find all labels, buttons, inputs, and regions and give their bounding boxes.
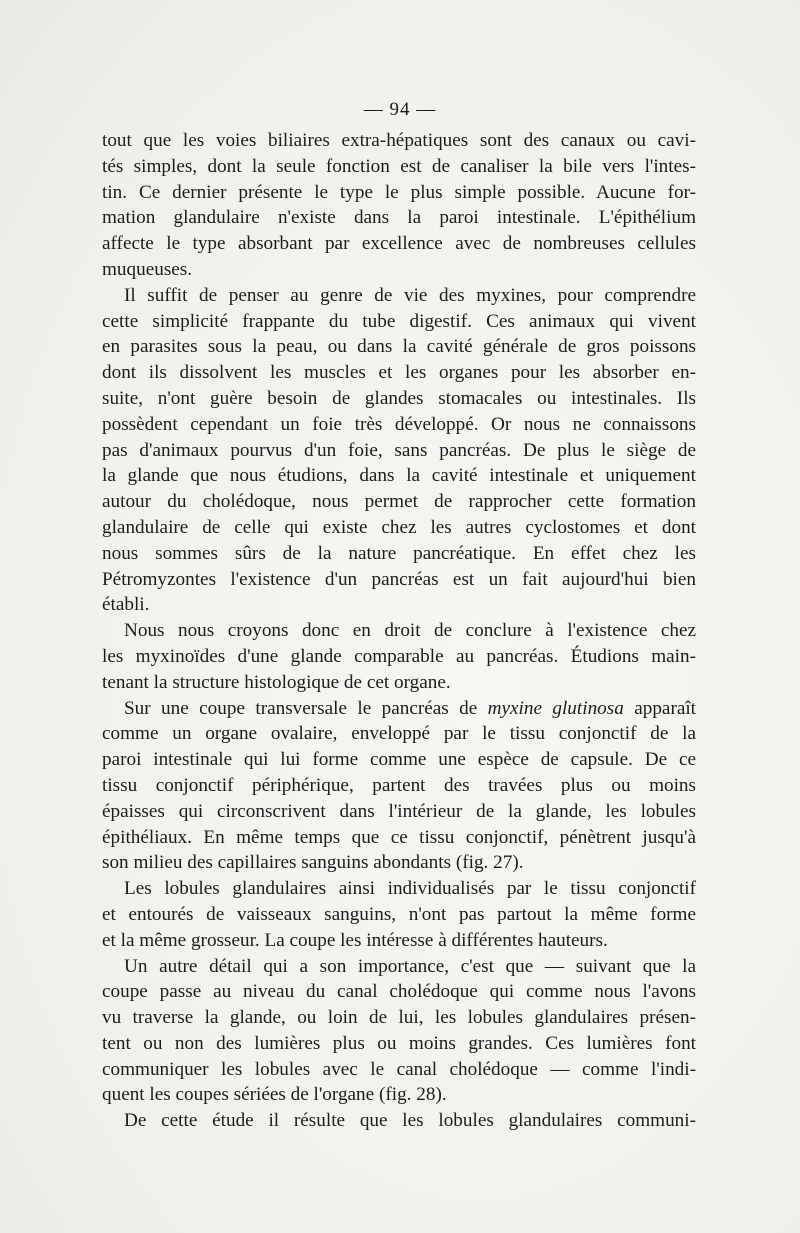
text-line: comme un organe ovalaire, enveloppé par le tissu conjonctif de la — [102, 723, 696, 745]
paragraph-4 — [102, 696, 696, 877]
text-line: suite, n'ont guère besoin de glandes stomacales ou intestinales. Ils — [102, 387, 696, 409]
paragraph-1 — [102, 128, 696, 283]
paragraph-6 — [102, 954, 696, 1109]
text-line: possèdent cependant un foie très développé. Or nous ne connaissons — [102, 413, 696, 435]
text-line: coupe passe au niveau du canal cholédoque qui comme nous l'avons — [102, 981, 696, 1003]
text-line: tin. Ce dernier présente le type le plus simple possible. Aucune for- — [102, 181, 696, 203]
body-text — [102, 128, 696, 1134]
text-line: vu traverse la glande, ou loin de lui, les lobules glandulaires présen- — [102, 1007, 696, 1029]
text-segment: Sur une coupe transversale le pancréas de — [124, 697, 478, 719]
paragraph-5 — [102, 876, 696, 953]
text-line: et entourés de vaisseaux sanguins, n'ont pas partout la même forme — [102, 903, 696, 925]
paragraph-7 — [102, 1108, 696, 1134]
text-line: tout que les voies biliaires extra-hépatiques sont des canaux ou cavi- — [102, 130, 696, 151]
text-line: affecte le type absorbant par excellence avec de nombreuses cellules — [102, 233, 696, 255]
text-line: nous sommes sûrs de la nature pancréatique. En effet chez les — [102, 542, 696, 564]
text-line-with-italic — [102, 696, 696, 722]
species-name: myxine glutinosa — [487, 697, 624, 719]
text-line: Nous nous croyons donc en droit de conclure à l'existence chez — [124, 620, 696, 642]
text-line: cette simplicité frappante du tube digestif. Ces animaux qui vivent — [102, 310, 696, 332]
text-line: et la même grosseur. La coupe les intéresse à différentes hauteurs. — [102, 929, 608, 951]
text-line: tés simples, dont la seule fonction est de canaliser la bile vers l'intes- — [102, 155, 696, 177]
text-line: glandulaire de celle qui existe chez les autres cyclostomes et dont — [102, 516, 696, 538]
text-line: son milieu des capillaires sanguins abondants (fig. 27). — [102, 852, 524, 874]
text-line: la glande que nous étudions, dans la cavité intestinale et uniquement — [102, 465, 696, 487]
text-line: quent les coupes sériées de l'organe (fig. 28). — [102, 1084, 447, 1106]
text-line: épaisses qui circonscrivent dans l'intérieur de la glande, les lobules — [102, 800, 696, 822]
text-line: communiquer les lobules avec le canal cholédoque — comme l'indi- — [102, 1058, 696, 1080]
text-line: les myxinoïdes d'une glande comparable au pancréas. Étudions main- — [102, 645, 696, 667]
text-line: De cette étude il résulte que les lobules glandulaires communi- — [124, 1110, 696, 1132]
text-line: Il suffit de penser au genre de vie des myxines, pour comprendre — [124, 284, 696, 306]
text-line: tissu conjonctif périphérique, partent des travées plus ou moins — [102, 774, 696, 796]
text-line: Un autre détail qui a son importance, c'est que — suivant que la — [124, 955, 696, 977]
text-line: tenant la structure histologique de cet organe. — [102, 671, 451, 693]
text-line: tent ou non des lumières plus ou moins grandes. Ces lumières font — [102, 1032, 696, 1054]
text-line: dont ils dissolvent les muscles et les organes pour les absorber en- — [102, 362, 696, 384]
text-line: en parasites sous la peau, ou dans la cavité générale de gros poissons — [102, 336, 696, 358]
text-line: muqueuses. — [102, 258, 193, 280]
text-line: établi. — [102, 594, 150, 616]
text-line: paroi intestinale qui lui forme comme une espèce de capsule. De ce — [102, 749, 696, 771]
text-line: Les lobules glandulaires ainsi individualisés par le tissu conjonctif — [124, 878, 696, 900]
text-segment: apparaît — [634, 697, 697, 719]
paragraph-3 — [102, 618, 696, 695]
page-number: — 94 — — [363, 99, 437, 120]
text-line: autour du cholédoque, nous permet de rapprocher cette formation — [102, 491, 696, 513]
paragraph-2 — [102, 283, 696, 618]
text-line: mation glandulaire n'existe dans la paroi intestinale. L'épithélium — [102, 207, 696, 229]
text-line: pas d'animaux pourvus d'un foie, sans pancréas. De plus le siège de — [102, 439, 696, 461]
text-line: épithéliaux. En même temps que ce tissu conjonctif, pénètrent jusqu'à — [102, 826, 696, 848]
text-line: Pétromyzontes l'existence d'un pancréas est un fait aujourd'hui bien — [102, 568, 696, 590]
